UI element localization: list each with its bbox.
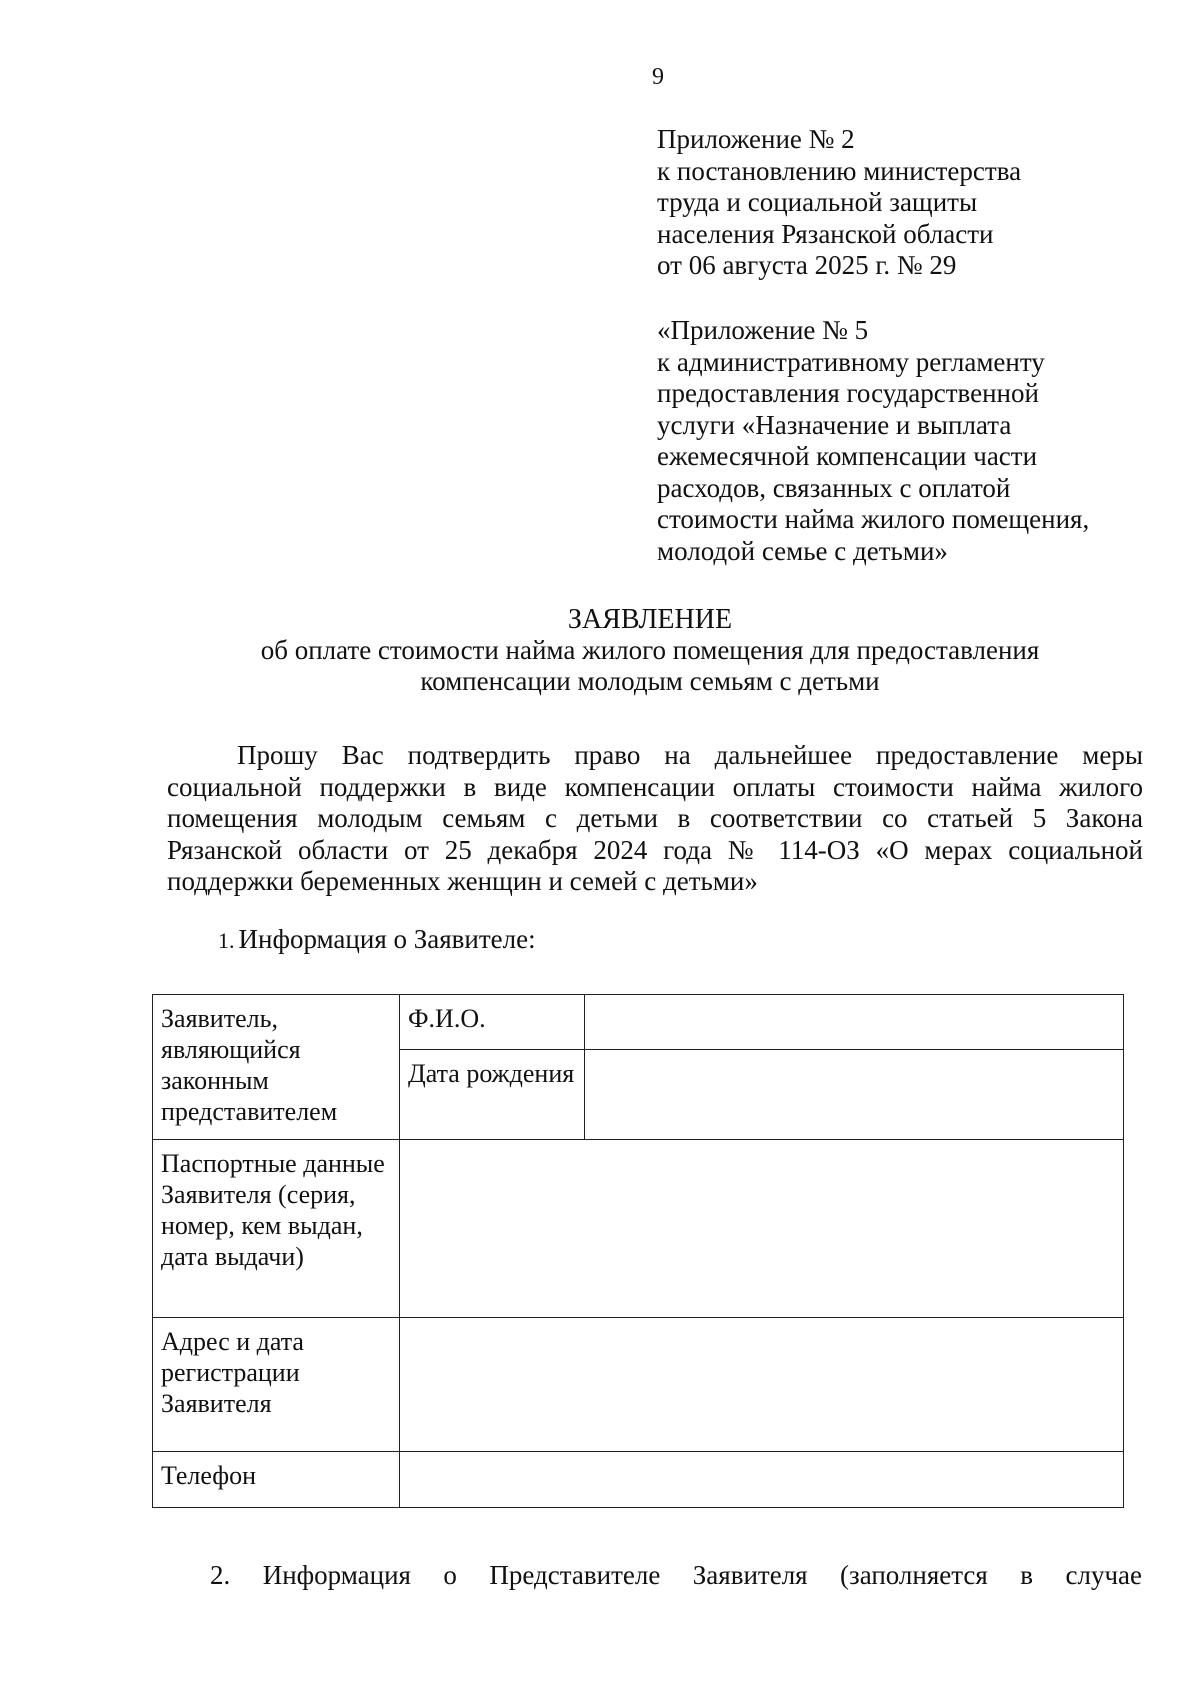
paragraph-line: поддержки беременных женщин и семей с детьми» — [167, 866, 758, 896]
appendix-quote-line: стоимости найма жилого помещения, — [657, 504, 1090, 534]
paragraph-line: социальной поддержки в виде компенсации оплаты стоимости найма жилого — [167, 771, 1143, 802]
applicant-label: Заявитель, являющийся законным представителем — [161, 1004, 338, 1126]
page-number: 9 — [652, 64, 664, 90]
applicant-info-table — [152, 994, 1124, 1508]
document-subtitle-line: компенсации молодым семьям с детьми — [420, 666, 880, 696]
section-1-heading — [218, 924, 536, 955]
address-field[interactable] — [400, 1318, 1124, 1452]
document-heading: ЗАЯВЛЕНИЕ — [567, 604, 733, 635]
passport-label: Паспортные данные Заявителя (серия, номер, кем выдан, дата выдачи) — [161, 1149, 385, 1271]
appendix-header-line: населения Рязанской области — [657, 218, 994, 249]
paragraph-line: Прошу Вас подтвердить право на дальнейшее предоставление меры — [237, 740, 1143, 770]
appendix-header-line: Приложение № 2 — [657, 124, 855, 154]
appendix-quote-line: к административному регламенту — [657, 346, 1045, 377]
appendix-quote-line: предоставления государственной — [657, 378, 1039, 408]
address-label: Адрес и дата регистрации Заявителя — [161, 1327, 304, 1418]
passport-field[interactable] — [400, 1140, 1124, 1318]
request-paragraph — [167, 740, 1143, 898]
fio-label-cell — [400, 995, 585, 1050]
phone-label-cell — [153, 1452, 400, 1508]
section-1-title: Информация о Заявителе: — [238, 924, 536, 954]
appendix-header-line: к постановлению министерства — [657, 155, 1022, 186]
paragraph-line: Рязанской области от 25 декабря 2024 года № 114-ОЗ «О мерах социальной — [167, 834, 1143, 865]
appendix-quote — [657, 315, 1089, 567]
fio-label: Ф.И.О. — [408, 1004, 486, 1033]
birth-date-field[interactable] — [585, 1050, 1124, 1140]
phone-label: Телефон — [161, 1461, 257, 1490]
appendix-quote-line: молодой семье с детьми» — [657, 535, 948, 566]
address-label-cell — [153, 1318, 400, 1452]
appendix-quote-line: услуги «Назначение и выплата — [657, 409, 1012, 440]
appendix-header-line: труда и социальной защиты — [657, 187, 978, 217]
fio-field[interactable] — [585, 995, 1124, 1050]
appendix-quote-line: «Приложение № 5 — [657, 315, 869, 345]
phone-field[interactable] — [400, 1452, 1124, 1508]
appendix-header — [657, 124, 1021, 282]
appendix-header-line: от 06 августа 2025 г. № 29 — [657, 250, 957, 280]
section-1-number: 1. — [218, 928, 235, 953]
passport-label-cell — [153, 1140, 400, 1318]
birth-date-label: Дата рождения — [408, 1059, 575, 1088]
document-title — [150, 604, 1150, 697]
section-2-heading: 2. Информация о Представителе Заявителя (заполняется в случае — [210, 1560, 1142, 1590]
appendix-quote-line: ежемесячной компенсации части — [657, 441, 1038, 471]
birth-date-label-cell — [400, 1050, 585, 1140]
document-subtitle-line: об оплате стоимости найма жилого помещения для предоставления — [260, 635, 1040, 665]
applicant-label-cell — [153, 995, 400, 1140]
paragraph-line: помещения молодым семьям с детьми в соответствии со статьей 5 Закона — [167, 803, 1143, 833]
appendix-quote-line: расходов, связанных с оплатой — [657, 472, 1011, 503]
